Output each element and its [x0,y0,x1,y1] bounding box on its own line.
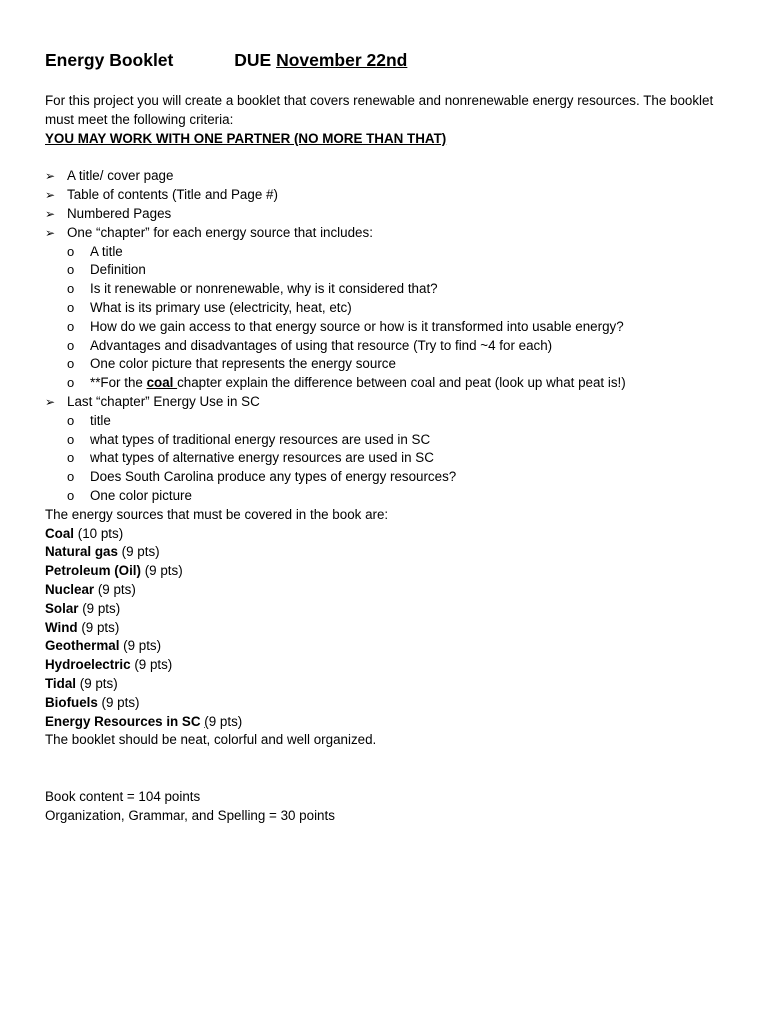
source-coal [45,525,725,544]
circle-bullet-icon: o [67,450,75,466]
due-line [234,48,407,72]
circle-bullet-icon: o [67,375,75,391]
circle-bullet-icon: o [67,299,75,315]
source-points: (9 pts) [97,694,140,710]
partner-note: YOU MAY WORK WITH ONE PARTNER (NO MORE THAN THAT) [45,130,447,146]
source-natural-gas [45,543,725,562]
source-wind [45,619,725,638]
source-points: (10 pts) [74,525,124,541]
circle-bullet-icon: o [67,337,75,353]
source-solar [45,600,725,619]
chapter-subitem [45,280,725,299]
circle-bullet-icon: o [67,412,75,428]
chapter-subitem [45,299,725,318]
source-points: (9 pts) [119,638,162,654]
sc-subitem [45,449,725,468]
source-points: (9 pts) [117,544,160,560]
points-organization: Organization, Grammar, and Spelling = 30 points [45,807,335,823]
due-date: November 22nd [276,50,408,70]
document-body [45,48,725,826]
circle-bullet-icon: o [67,356,75,372]
source-name: Natural gas [45,544,118,560]
criteria-item-toc [45,186,725,205]
criteria-text: Last “chapter” Energy Use in SC [67,393,260,409]
source-name: Energy Resources in SC [45,713,201,729]
chapter-subitem [45,261,725,280]
sc-subitem [45,431,725,450]
source-points: (9 pts) [94,581,136,597]
criteria-list [45,167,725,505]
source-name: Wind [45,619,78,635]
criteria-text: Numbered Pages [67,205,172,221]
chapter-subitem [45,337,725,356]
source-points-open: ( [204,713,209,729]
source-tidal [45,675,725,694]
source-nuclear [45,581,725,600]
source-geothermal [45,637,725,656]
circle-bullet-icon: o [67,243,75,259]
chapter-subitem-coal-note [45,374,725,393]
due-label: DUE [234,50,277,70]
source-energy-sc [45,713,725,732]
coal-note-suffix: chapter explain the difference between coal and peat (look up what peat is!) [177,375,626,391]
arrow-bullet-icon: ➢ [45,394,56,409]
criteria-item-cover [45,167,725,186]
spacer [45,148,725,167]
subitem-text: How do we gain access to that energy source or how is it transformed into usable energy? [90,318,624,334]
source-biofuels [45,694,725,713]
source-name: Tidal [45,675,77,691]
chapter-subitem [45,355,725,374]
subitem-text: what types of alternative energy resources are used in SC [90,450,434,466]
source-points: (9 pts) [76,675,118,691]
subitem-text: One color picture that represents the energy source [90,356,396,372]
sc-subitem [45,487,725,506]
chapter-subitem [45,318,725,337]
source-points: (9 pts) [130,657,173,673]
sc-subitem [45,412,725,431]
sources-intro: The energy sources that must be covered in the book are: [45,506,389,522]
source-petroleum [45,562,725,581]
booklet-title: Energy Booklet [45,50,174,70]
criteria-text: One “chapter” for each energy source that includes: [67,224,373,240]
source-name: Coal [45,525,75,541]
arrow-bullet-icon: ➢ [45,188,56,203]
subitem-text: Is it renewable or nonrenewable, why is it considered that? [90,281,438,297]
source-name: Solar [45,600,79,616]
source-points: (9 pts) [77,619,120,635]
subitem-text: What is its primary use (electricity, heat, etc) [90,299,352,315]
subitem-text: A title [90,243,123,259]
criteria-text: Table of contents (Title and Page #) [67,187,278,203]
source-name: Petroleum (Oil) [45,563,141,579]
circle-bullet-icon: o [67,487,75,503]
subitem-text: title [90,412,111,428]
source-name: Hydroelectric [45,657,131,673]
criteria-text: A title/ cover page [67,168,174,184]
circle-bullet-icon: o [67,469,75,485]
source-points: (9 pts) [78,600,121,616]
arrow-bullet-icon: ➢ [45,169,56,184]
source-name: Nuclear [45,581,95,597]
arrow-bullet-icon: ➢ [45,225,56,240]
subitem-text: One color picture [90,487,192,503]
source-name: Geothermal [45,638,120,654]
subitem-text: Does South Carolina produce any types of energy resources? [90,469,457,485]
criteria-item-numbered [45,205,725,224]
source-points: 9 pts) [208,713,243,729]
circle-bullet-icon: o [67,318,75,334]
circle-bullet-icon: o [67,431,75,447]
criteria-item-chapter [45,224,725,243]
arrow-bullet-icon: ➢ [45,206,56,221]
coal-note-prefix: **For the [90,375,147,391]
subitem-text: Advantages and disadvantages of using that resource (Try to find ~4 for each) [90,337,553,353]
points-content: Book content = 104 points [45,789,201,805]
subitem-text: Definition [90,262,146,278]
intro-paragraph: For this project you will create a booklet that covers renewable and nonrenewable energy resources. The booklet must meet the following criteria: [45,93,714,127]
coal-emphasis: coal [146,375,178,391]
chapter-subitem [45,243,725,262]
criteria-item-last-chapter [45,393,725,412]
circle-bullet-icon: o [67,281,75,297]
circle-bullet-icon: o [67,262,75,278]
source-points: (9 pts) [140,563,183,579]
spacer [45,750,725,788]
source-name: Biofuels [45,694,98,710]
source-hydroelectric [45,656,725,675]
closing-note: The booklet should be neat, colorful and well organized. [45,732,377,748]
subitem-text: what types of traditional energy resources are used in SC [90,431,431,447]
document-heading [45,48,725,72]
sc-subitem [45,468,725,487]
